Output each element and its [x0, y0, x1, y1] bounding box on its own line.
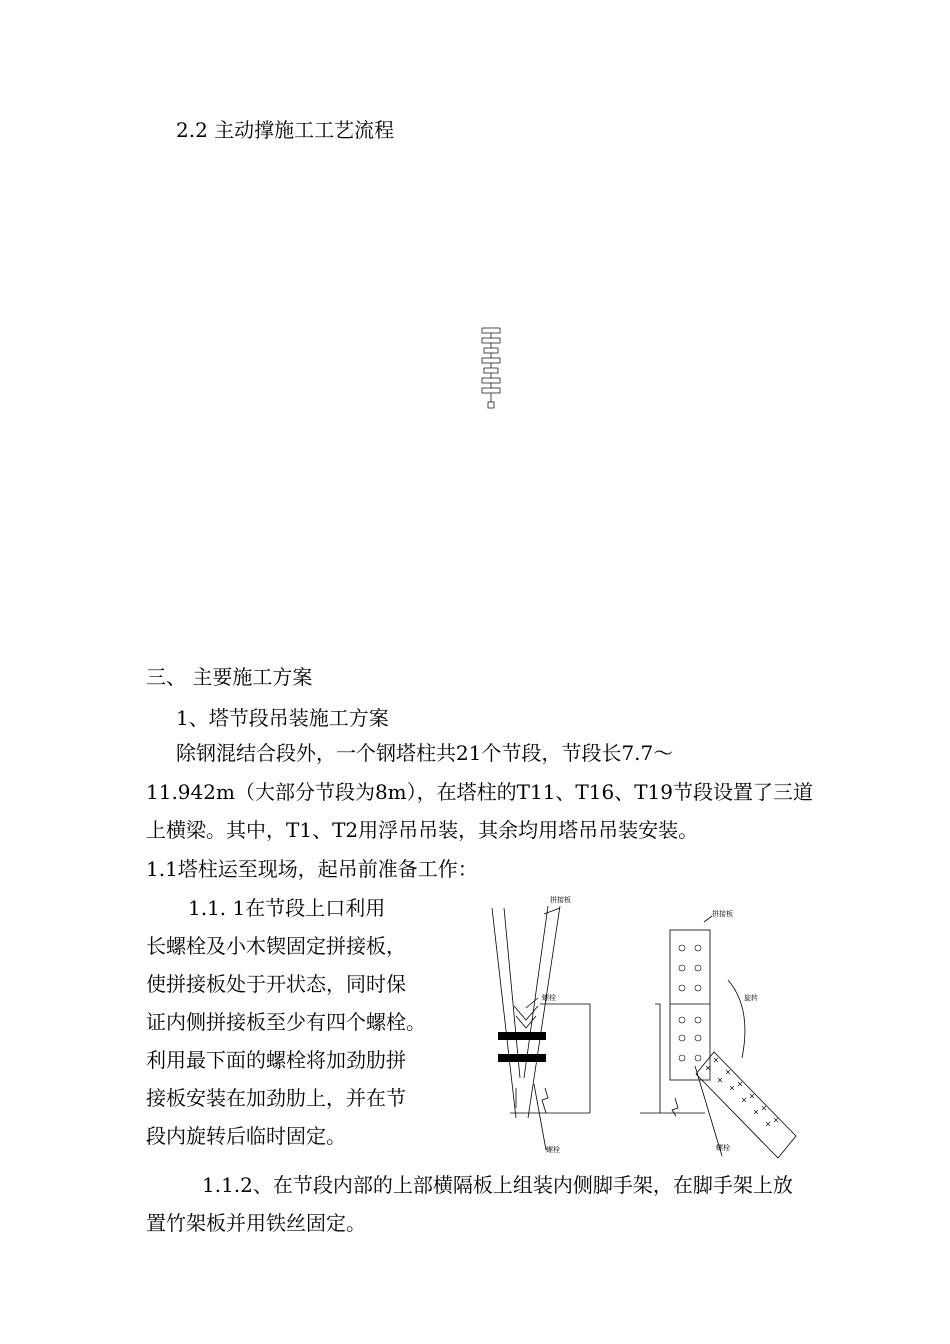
section-heading-2-2: 2.2 主动撑施工工艺流程 — [176, 118, 395, 142]
item-1-1: 1.1塔柱运至现场，起吊前准备工作： — [146, 857, 478, 881]
section-heading-3: 三、 主要施工方案 — [146, 665, 313, 689]
item-1-1-1-line: 使拼接板处于开状态，同时保 — [146, 972, 406, 996]
figure-label: 旋转 — [744, 994, 758, 1002]
item-1-1-1-line: 利用最下面的螺栓将加劲肋拼 — [146, 1048, 406, 1072]
figure-label: 拼接板 — [550, 896, 571, 904]
process-flowchart — [478, 326, 504, 418]
paragraph-line: 除钢混结合段外，一个钢塔柱共21个节段，节段长7.7～ — [176, 741, 674, 765]
item-1-1-2-line: 置竹架板并用铁丝固定。 — [146, 1211, 366, 1235]
figure-label: 螺栓 — [542, 994, 556, 1002]
figure-label: 拼接板 — [712, 910, 733, 918]
item-1-1-1-line: 证内侧拼接板至少有四个螺栓。 — [146, 1010, 426, 1034]
subsection-heading-1: 1、塔节段吊装施工方案 — [176, 706, 389, 730]
item-1-1-1-line: 1.1. 1在节段上口利用 — [188, 896, 386, 920]
splice-plate-figure — [490, 888, 800, 1160]
figure-label: 螺栓 — [546, 1146, 560, 1154]
figure-label: 螺栓 — [716, 1144, 730, 1152]
item-1-1-2-line: 1.1.2、在节段内部的上部横隔板上组装内侧脚手架，在脚手架上放 — [202, 1173, 793, 1197]
paragraph-line: 11.942m（大部分节段为8m），在塔柱的T11、T16、T19节段设置了三道 — [146, 780, 814, 804]
item-1-1-1-line: 长螺栓及小木锲固定拼接板， — [146, 934, 406, 958]
item-1-1-1-line: 接板安装在加劲肋上，并在节 — [146, 1086, 406, 1110]
item-1-1-1-line: 段内旋转后临时固定。 — [146, 1124, 346, 1148]
paragraph-line: 上横梁。其中，T1、T2用浮吊吊装，其余均用塔吊吊装安装。 — [146, 818, 699, 842]
